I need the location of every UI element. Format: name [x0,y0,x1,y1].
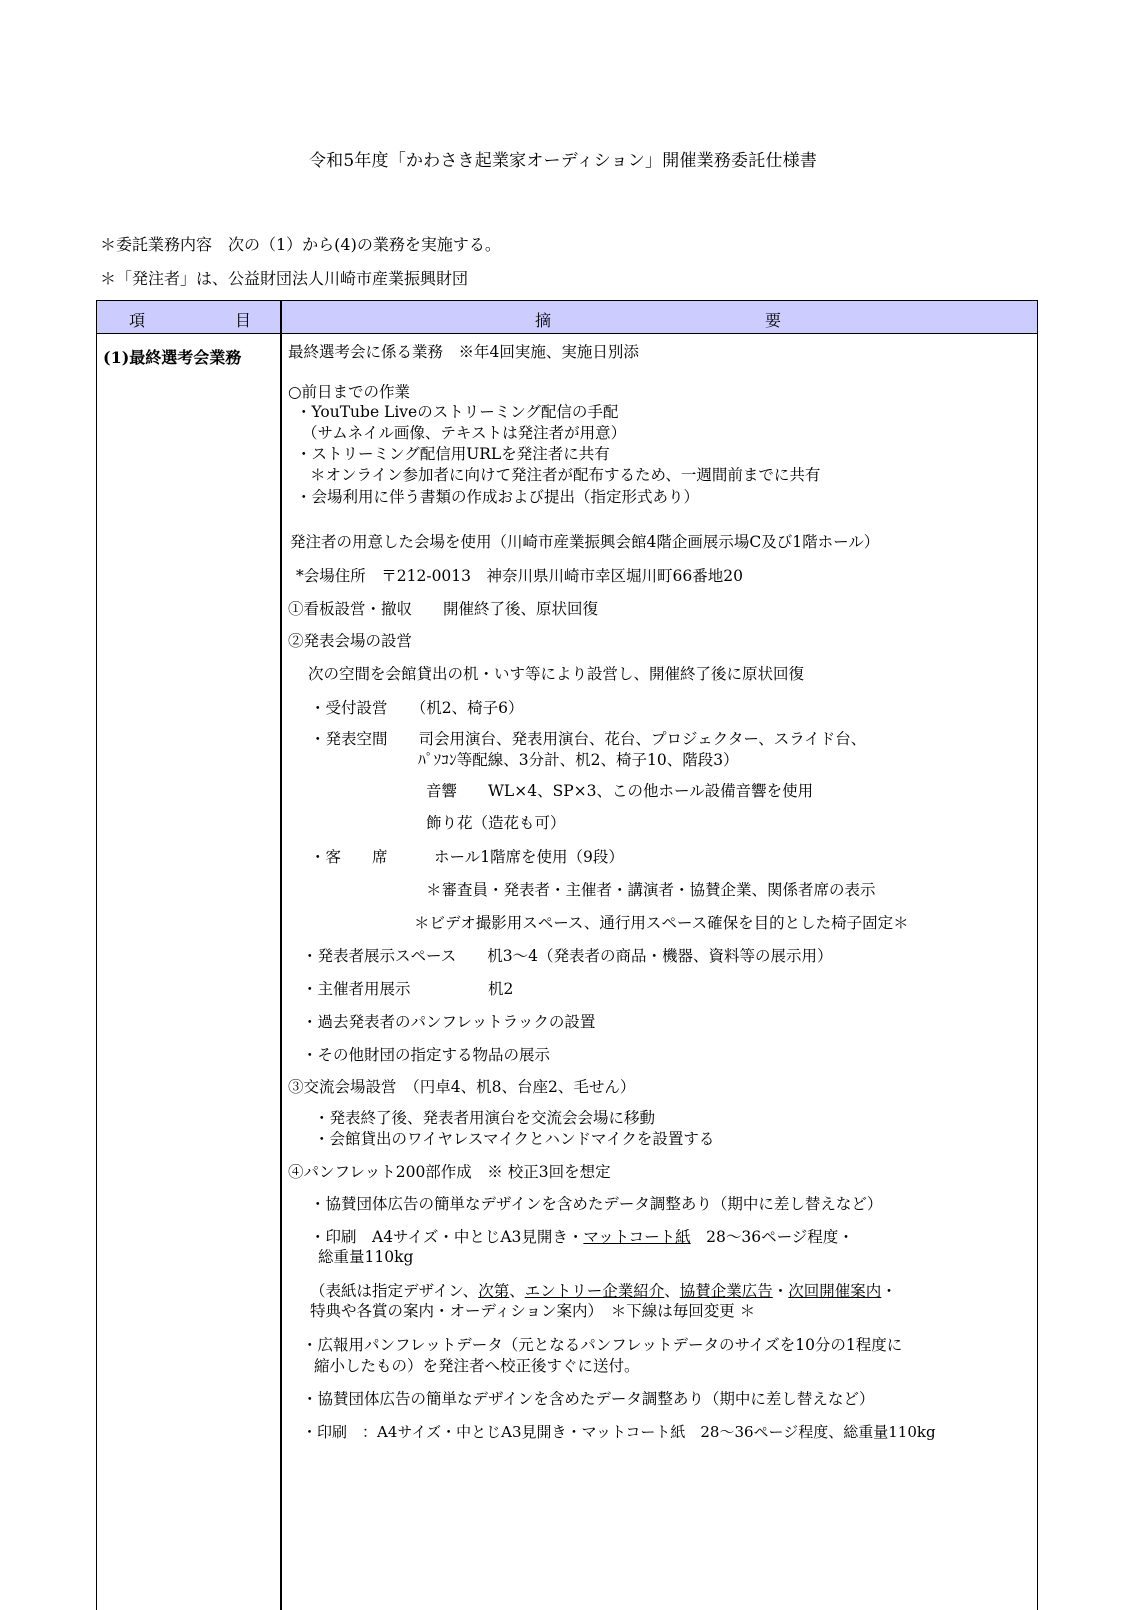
document-title: 令和5年度「かわさき起業家オーディション」開催業務委託仕様書 [308,151,818,171]
content-line: ・過去発表者のパンフレットラックの設置 [302,1013,596,1031]
content-line: 特典や各賞の案内・オーディション案内） ＊下線は毎回変更 ＊ [310,1302,756,1320]
content-line: ○前日までの作業 [288,383,411,401]
content-fragment: ・ [772,1282,789,1300]
content-line: ・発表者展示スペース 机3～4（発表者の商品・機器、資料等の展示用） [302,947,833,965]
section-label: (1)最終選考会業務 [103,348,242,367]
content-line: ・YouTube Liveのストリーミング配信の手配 [296,403,619,421]
content-line: ④パンフレット200部作成 ※ 校正3回を想定 [288,1163,611,1181]
underlined-fragment: 次回開催案内 [788,1282,882,1300]
table-header-row [97,301,1037,334]
content-line: 最終選考会に係る業務 ※年4回実施、実施日別添 [288,343,639,361]
intro-line-scope: ＊委託業務内容 次の（1）から(4)の業務を実施する。 [100,235,501,254]
content-fragment: 、 [509,1282,525,1300]
content-line [310,1284,897,1300]
underlined-fragment: エントリー企業紹介 [524,1282,665,1300]
content-fragment: 、 [664,1282,680,1300]
content-line: ・協賛団体広告の簡単なデザインを含めたデータ調整あり（期中に差し替えなど） [310,1195,883,1213]
content-fragment: 28～36ページ程度・ [690,1228,854,1246]
content-fragment: ・印刷 A4サイズ・中とじA3見開き・ [310,1228,584,1246]
content-line: ・ストリーミング配信用URLを発注者に共有 [296,445,610,463]
content-line: ・会場利用に伴う書類の作成および提出（指定形式あり） [296,488,700,506]
content-line: ・主催者用展示 机2 [302,980,514,998]
content-line: ＊審査員・発表者・主催者・講演者・協賛企業、関係者席の表示 [426,881,876,899]
content-line: ・印刷 ：A4サイズ・中とじA3見開き・マットコート紙 28～36ページ程度、総重量110kg [302,1423,936,1441]
content-line: ・発表終了後、発表者用演台を交流会会場に移動 [314,1109,656,1127]
header-item-char2: 目 [235,311,252,330]
content-line: ・発表空間 司会用演台、発表用演台、花台、プロジェクター、スライド台、 [310,730,867,748]
content-fragment: （表紙は指定デザイン、 [310,1282,479,1300]
content-line: ・会館貸出のワイヤレスマイクとハンドマイクを設置する [314,1130,715,1148]
content-line: ・協賛団体広告の簡単なデザインを含めたデータ調整あり（期中に差し替えなど） [302,1390,875,1408]
content-line: 総重量110kg [318,1248,414,1266]
content-line: ・客 席 ホール1階席を使用（9段） [310,848,624,866]
header-item-char1: 項 [129,311,146,330]
content-line: 発注者の用意した会場を使用（川崎市産業振興会館4階企画展示場C及び1階ホール） [290,533,880,551]
header-summary-char1: 摘 [535,311,552,330]
content-line: ＊オンライン参加者に向けて発注者が配布するため、一週間前までに共有 [310,466,821,484]
content-line: ・受付設営 （机2、椅子6） [310,699,524,717]
content-line: （サムネイル画像、テキストは発注者が用意） [302,424,627,442]
content-line: *会場住所 〒212-0013 神奈川県川崎市幸区堀川町66番地20 [296,567,743,585]
content-line: ・その他財団の指定する物品の展示 [302,1046,551,1064]
content-line: 音響 WL×4、SP×3、この他ホール設備音響を使用 [426,782,814,800]
content-line: ②発表会場の設営 [288,632,413,650]
header-summary-char2: 要 [765,311,782,330]
column-divider [280,301,282,1610]
content-line [310,1230,854,1246]
intro-line-client: ＊「発注者」は、公益財団法人川崎市産業振興財団 [100,269,469,288]
content-fragment: ・ [881,1282,897,1300]
spec-table [96,300,1038,1610]
content-line: ③交流会場設営 （円卓4、机8、台座2、毛せん） [288,1078,636,1096]
underlined-fragment: マットコート紙 [583,1228,691,1246]
content-line: 次の空間を会館貸出の机・いす等により設営し、開催終了後に原状回復 [308,665,805,683]
content-line: 縮小したもの）を発注者へ校正後すぐに送付。 [314,1357,640,1375]
content-line: ﾊﾟｿｺﾝ等配線、3分計、机2、椅子10、階段3） [418,751,739,769]
content-line: ＊ビデオ撮影用スペース、通行用スペース確保を目的とした椅子固定＊ [414,914,909,932]
underlined-fragment: 次第 [478,1282,510,1300]
content-line: ・広報用パンフレットデータ（元となるパンフレットデータのサイズを10分の1程度に [302,1336,903,1354]
underlined-fragment: 協賛企業広告 [679,1282,773,1300]
content-line: ①看板設営・撤収 開催終了後、原状回復 [288,600,599,618]
content-line: 飾り花（造花も可） [426,814,566,832]
